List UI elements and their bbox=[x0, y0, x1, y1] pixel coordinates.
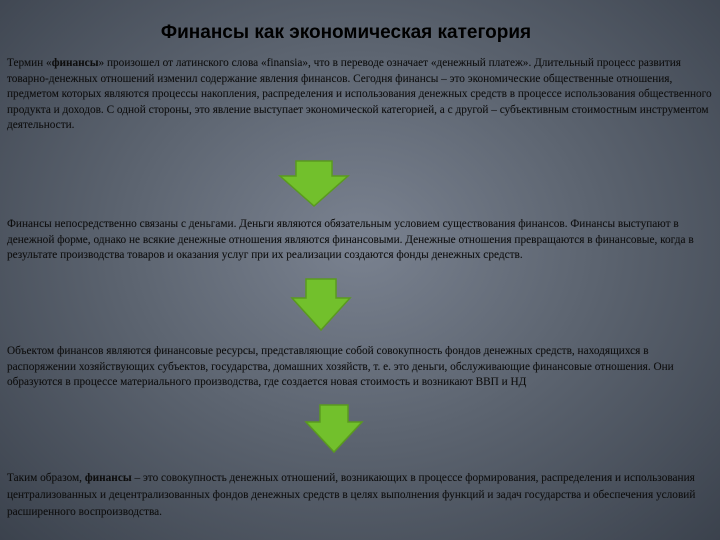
paragraph-definition: Термин «финансы» произошел от латинского слова «finansia», что в переводе означает «денежный платеж». Длительный процесс развития товарно-денежных отношений изменил содержание явления финансов. Сегодня финансы – это экономические общественные отношения, предметом которых являются процессы накопления, распределения и использования денежных средств в процессе использования общественного продукта и доходов. С одной стороны, это явление выступает экономической категорией, а с другой – субъективным стоимостным инструментом деятельности. bbox=[7, 57, 712, 131]
paragraph-money: Финансы непосредственно связаны с деньгами. Деньги являются обязательным условием существования финансов. Финансы выступают в денежной форме, однако не всякие денежные отношения являются финансовыми. Денежные отношения превращаются в финансовые, когда в результате производства товаров и оказания услуг при их реализации создаются фонды денежных средств. bbox=[7, 218, 694, 261]
paragraph-conclusion: Таким образом, финансы – это совокупность денежных отношений, возникающих в процессе формирования, распределения и использования централизованных и децентрализованных фондов денежных средств в целях выполнения функций и задач государства и обеспечения условий расширенного воспроизводства. bbox=[7, 472, 696, 518]
arrow-down-icon bbox=[290, 278, 352, 332]
bold-term: финансы bbox=[51, 57, 99, 69]
slide-title: Финансы как экономическая категория bbox=[160, 22, 532, 43]
paragraph-object: Объектом финансов являются финансовые ресурсы, представляющие собой совокупность фондов денежных средств, находящихся в распоряжении хозяйствующих субъектов, государства, домашних хозяйств, т. е. это деньги, обслуживающие финансовые отношения. Они образуются в процессе материального производства, где создается новая стоимость и возникают ВВП и НД bbox=[7, 345, 674, 388]
arrow-down-icon bbox=[304, 404, 364, 454]
arrow-down-icon bbox=[278, 160, 350, 208]
bold-term: финансы bbox=[84, 472, 132, 484]
